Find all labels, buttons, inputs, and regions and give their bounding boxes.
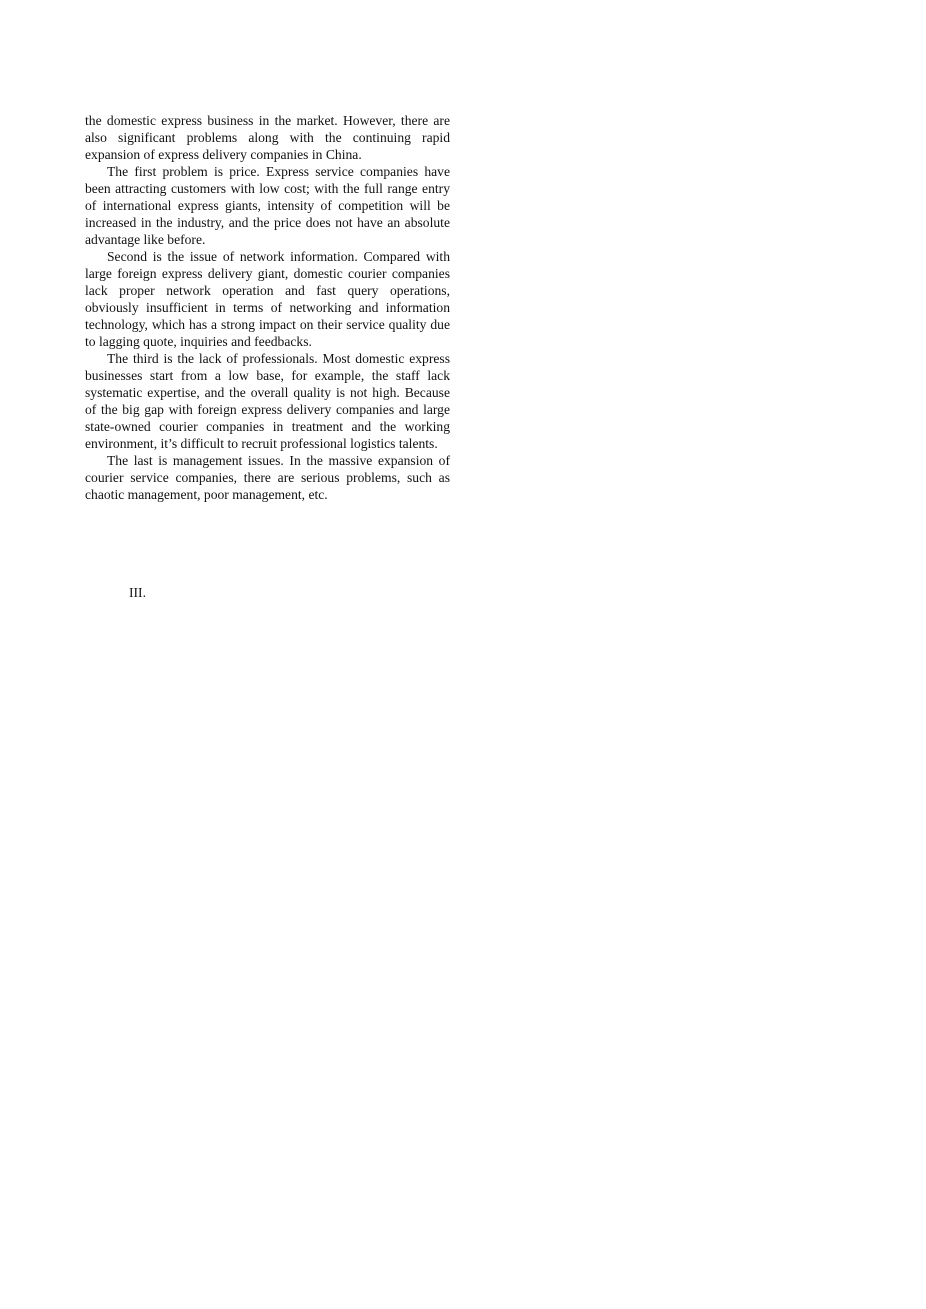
paragraph-continuation: the domestic express business in the market. However, there are also significant problems along with the continuing rapid expansion of express delivery companies in China. (85, 113, 450, 162)
paragraph-price-problem: The first problem is price. Express service companies have been attracting customers with low cost; with the full range entry of international express giants, intensity of competition will be increased in the industry, and the price does not have an absolute advantage like before. (85, 164, 450, 247)
paragraph-network-information: Second is the issue of network information. Compared with large foreign express delivery giant, domestic courier companies lack proper network operation and fast query operations, obviously insufficient in terms of networking and information technology, which has a strong impact on their service quality due to lagging quote, inquiries and feedbacks. (85, 249, 450, 349)
paragraph-lack-of-professionals: The third is the lack of professionals. Most domestic express businesses start from a low base, for example, the staff lack systematic expertise, and the overall quality is not high. Because of the big gap with foreign express delivery companies and large state-owned courier companies in treatment and the working environment, it’s difficult to recruit professional logistics talents. (85, 351, 450, 451)
section-heading: III. (129, 585, 146, 600)
text-column (85, 112, 450, 503)
paragraph-management-issues: The last is management issues. In the massive expansion of courier service companies, there are serious problems, such as chaotic management, poor management, etc. (85, 453, 450, 502)
